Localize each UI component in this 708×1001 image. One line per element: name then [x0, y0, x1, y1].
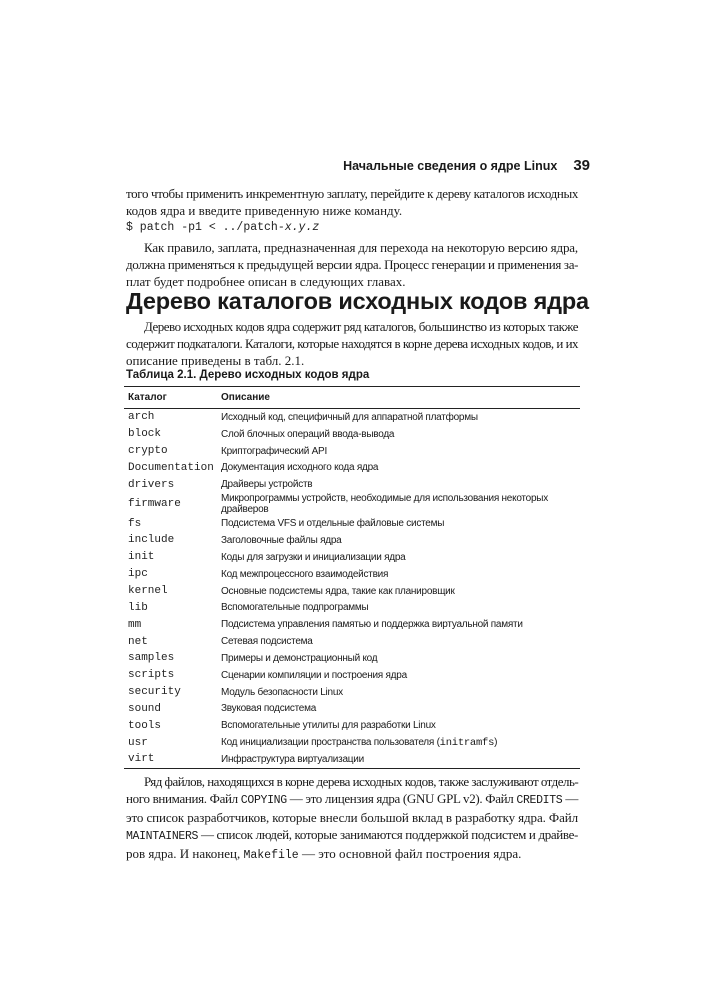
closing-text: ров ядра. И наконец,: [126, 846, 244, 861]
intro-line-1: того чтобы применить инкрементную заплату, перейдите к дереву каталогов исходных: [126, 186, 579, 201]
intro-line-2: кодов ядра и введите приведенную ниже команду.: [126, 203, 403, 218]
directory-cell: virt: [124, 751, 217, 768]
table-row: [124, 549, 580, 566]
directory-cell: block: [128, 428, 162, 441]
description-cell: Сценарии компиляции и построения ядра: [221, 669, 407, 681]
table-row: [124, 493, 580, 515]
description-cell: Подсистема управления памятью и поддержка виртуальной памяти: [221, 619, 523, 631]
directory-cell: samples: [128, 652, 175, 665]
patch-paragraph: [126, 239, 578, 290]
directory-cell: net: [128, 635, 148, 648]
table-row: [124, 532, 580, 549]
directory-cell: include: [128, 534, 175, 547]
table-row: [124, 460, 580, 477]
table-row: [124, 667, 580, 684]
table-row: [124, 566, 580, 583]
file-copying: COPYING: [240, 794, 287, 807]
description-cell: Коды для загрузки и инициализации ядра: [221, 551, 406, 563]
table-caption: Таблица 2.1. Дерево исходных кодов ядра: [126, 369, 370, 381]
table-row: [124, 650, 580, 667]
table-row: [124, 426, 580, 443]
directory-cell: mm: [128, 618, 142, 631]
patch-line-1: Как правило, заплата, предназначенная для перехода на некоторую версию ядра,: [144, 240, 578, 255]
table-row: [124, 515, 580, 532]
description-cell: Криптографический API: [221, 445, 327, 457]
table-header-row: [124, 387, 580, 409]
section-line-1: Дерево исходных кодов ядра содержит ряд каталогов, большинство из которых также: [144, 319, 578, 334]
description-cell: Подсистема VFS и отдельные файловые системы: [221, 518, 445, 530]
directory-cell: scripts: [128, 669, 175, 682]
description-cell: Код межпроцессного взаимодействия: [221, 568, 389, 580]
table-row: [124, 734, 580, 751]
table-row: [124, 633, 580, 650]
closing-text: — это основной файл построения ядра.: [298, 846, 522, 861]
table-row: [124, 599, 580, 616]
closing-text: —: [562, 791, 579, 806]
description-code: initramfs: [439, 736, 495, 749]
file-makefile: Makefile: [243, 849, 299, 862]
table-row: [124, 583, 580, 600]
header-title: Начальные сведения о ядре Linux: [343, 159, 558, 173]
closing-paragraph: [126, 773, 578, 864]
closing-text: — это лицензия ядра (GNU GPL v2). Файл: [286, 791, 517, 806]
section-line-2: содержит подкаталоги. Каталоги, которые находятся в корне дерева исходных кодов, и их: [126, 336, 578, 351]
closing-line-3: это список разработчиков, которые внесли большой вклад в разработку ядра. Файл: [126, 810, 578, 825]
description-cell: Основные подсистемы ядра, такие как планировщик: [221, 585, 455, 597]
file-credits: CREDITS: [516, 794, 563, 807]
closing-text: — список людей, которые занимаются поддержкой подсистем и драйве-: [198, 827, 578, 842]
closing-line-4: [126, 826, 578, 845]
description-cell: Сетевая подсистема: [221, 636, 313, 648]
page-number: 39: [573, 157, 590, 174]
description-cell: Звуковая подсистема: [221, 703, 317, 715]
description-cell: Примеры и демонстрационный код: [221, 652, 378, 664]
intro-paragraph: [126, 185, 578, 219]
description-cell: Документация исходного кода ядра: [221, 462, 379, 474]
directory-cell: fs: [128, 517, 142, 530]
command-version: x.y.z: [284, 221, 320, 234]
table-row: [124, 409, 580, 426]
description-cell: Вспомогательные утилиты для разработки Linux: [221, 720, 436, 732]
description-cell: Слой блочных операций ввода-вывода: [221, 428, 395, 440]
table-row: [124, 684, 580, 701]
description-cell: Драйверы устройств: [221, 479, 313, 491]
description-cell: Вспомогательные подпрограммы: [221, 602, 369, 614]
file-maintainers: MAINTAINERS: [126, 830, 199, 843]
description-cell: Исходный код, специфичный для аппаратной платформы: [221, 411, 478, 423]
directory-cell: init: [128, 551, 155, 564]
source-tree-table: [124, 386, 580, 769]
directory-cell: lib: [128, 601, 148, 614]
directory-cell: usr: [128, 736, 148, 749]
table-row: [124, 616, 580, 633]
column-header-description: Описание: [217, 387, 580, 409]
directory-cell: tools: [128, 719, 162, 732]
column-header-directory: Каталог: [124, 387, 217, 409]
table-body: [124, 409, 580, 769]
closing-line-1: Ряд файлов, находящихся в корне дерева исходных кодов, также заслуживают отдель-: [144, 774, 579, 789]
section-paragraph: [126, 318, 578, 369]
description-text-end: ): [494, 736, 498, 748]
description-cell: Заголовочные файлы ядра: [221, 534, 342, 546]
table-row: [124, 717, 580, 734]
description-cell: [217, 734, 580, 751]
directory-cell: security: [128, 686, 181, 699]
description-cell: Модуль безопасности Linux: [221, 686, 343, 698]
directory-cell: sound: [128, 702, 162, 715]
directory-cell: ipc: [128, 568, 148, 581]
directory-cell: crypto: [128, 445, 168, 458]
description-text: Код инициализации пространства пользователя (: [221, 736, 440, 748]
directory-cell: arch: [128, 411, 155, 424]
directory-cell: Documentation: [128, 461, 214, 474]
patch-line-3: плат будет подробнее описан в следующих главах.: [126, 274, 406, 289]
table-row: [124, 751, 580, 768]
closing-line-2: [126, 790, 578, 809]
directory-cell: kernel: [128, 585, 168, 598]
description-cell: Инфраструктура виртуализации: [217, 751, 580, 768]
closing-line-5: [126, 845, 578, 864]
directory-cell: drivers: [128, 478, 175, 491]
running-header: [120, 157, 590, 177]
table-row: [124, 701, 580, 718]
section-heading: Дерево каталогов исходных кодов ядра: [126, 288, 589, 314]
description-cell: Микропрограммы устройств, необходимые для использования некоторых драйверов: [221, 493, 548, 516]
patch-line-2: должна применяться к предыдущей версии ядра. Процесс генерации и применения за-: [126, 257, 579, 272]
directory-cell: firmware: [128, 498, 181, 511]
closing-text: ного внимания. Файл: [126, 791, 241, 806]
table-row: [124, 443, 580, 460]
table-row: [124, 476, 580, 493]
command-prefix: $ patch -p1 < ../patch-: [126, 221, 285, 234]
section-line-3: описание приведены в табл. 2.1.: [126, 353, 305, 368]
patch-command: [126, 221, 319, 234]
